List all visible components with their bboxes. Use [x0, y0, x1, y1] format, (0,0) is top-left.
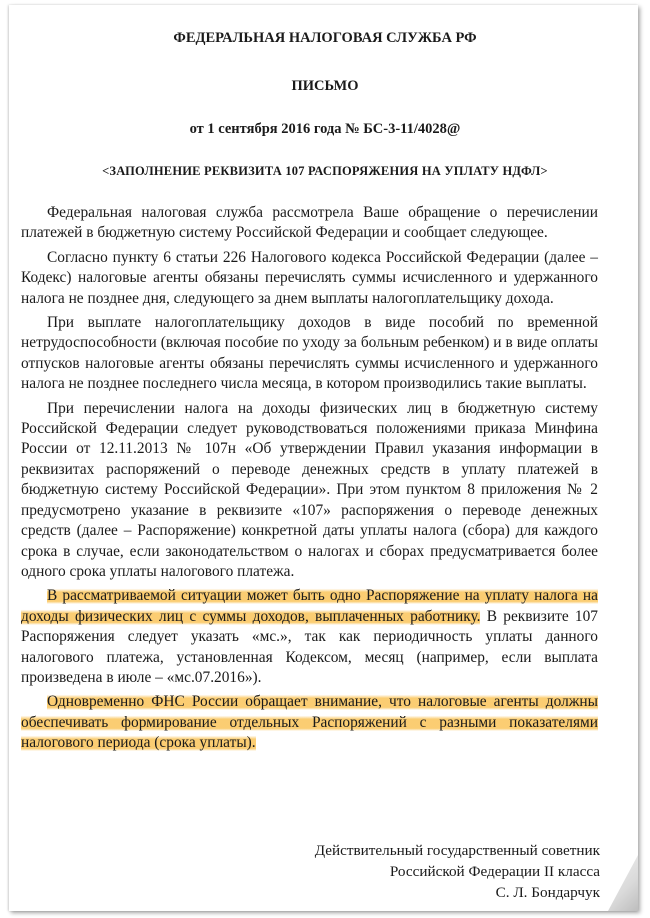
signature-title-line-1: Действительный государственный советник — [314, 842, 600, 859]
agency-heading: ФЕДЕРАЛЬНАЯ НАЛОГОВАЯ СЛУЖБА РФ — [173, 30, 477, 46]
signatory-name: С. Л. Бондарчук — [495, 884, 600, 901]
paragraph-1: Федеральная налоговая служба рассмотрела Ваше обращение о перечислении платежей в бюджетную систему Российской Федерации и сообщает следующее. — [21, 204, 598, 242]
document-subject: <ЗАПОЛНЕНИЕ РЕКВИЗИТА 107 РАСПОРЯЖЕНИЯ НА УПЛАТУ НДФЛ> — [102, 164, 548, 178]
letter-body — [21, 203, 598, 758]
paragraph-6 — [21, 692, 598, 753]
paragraph-5 — [21, 586, 598, 688]
signature-block — [315, 840, 600, 903]
document-date-number: от 1 сентября 2016 года № БС-3-11/4028@ — [189, 121, 461, 137]
paragraph-4: При перечислении налога на доходы физических лиц в бюджетную систему Российской Федерации следует руководствоваться положениями приказа Минфина России от 12.11.2013 № 107н «Об утверждении Правил указания информации в реквизитах распоряжений о переводе денежных средств в уплату платежей в бюджетную систему Российской Федерации». При этом пунктом 8 приложения № 2 предусмотрено указание в реквизите «107» распоряжения о переводе денежных средств (далее – Распоряжение) конкретной даты уплаты налога (сбора) для каждого срока в случае, если законодательством о налогах и сборах предусматривается более одного срока уплаты налогового платежа. — [21, 399, 598, 580]
highlighted-text-1: В рассматриваемой ситуации может быть одно Распоряжение на уплату налога на доходы физических лиц с суммы доходов, выплаченных работнику. — [21, 587, 598, 625]
document-type-heading: ПИСЬМО — [291, 78, 359, 94]
highlighted-text-2: Одновременно ФНС России обращает внимание, что налоговые агенты должны обеспечивать формирование отдельных Распоряжений с разными показателями налогового периода (срока уплаты). — [21, 693, 598, 752]
paragraph-2: Согласно пункту 6 статьи 226 Налогового кодекса Российской Федерации (далее – Кодекс) налоговые агенты обязаны перечислять суммы исчисленного и удержанного налога не позднее дня, следующего за днем выплаты налогоплательщику дохода. — [21, 248, 598, 307]
paragraph-5-rest: В реквизите 107 Распоряжения следует указать «мс.», так как периодичность уплаты данного налогового платежа, установленная Кодексом, месяц (например, если выплата произведена в июле – «мс.07.2016»). — [21, 607, 598, 686]
paragraph-3: При выплате налогоплательщику доходов в виде пособий по временной нетрудоспособности (включая пособие по уходу за больным ребенком) и в виде оплаты отпусков налоговые агенты обязаны перечислять суммы исчисленного и удержанного налога не позднее последнего числа месяца, в котором производились такие выплаты. — [21, 314, 598, 393]
signature-title-line-2: Российской Федерации II класса — [389, 863, 600, 880]
